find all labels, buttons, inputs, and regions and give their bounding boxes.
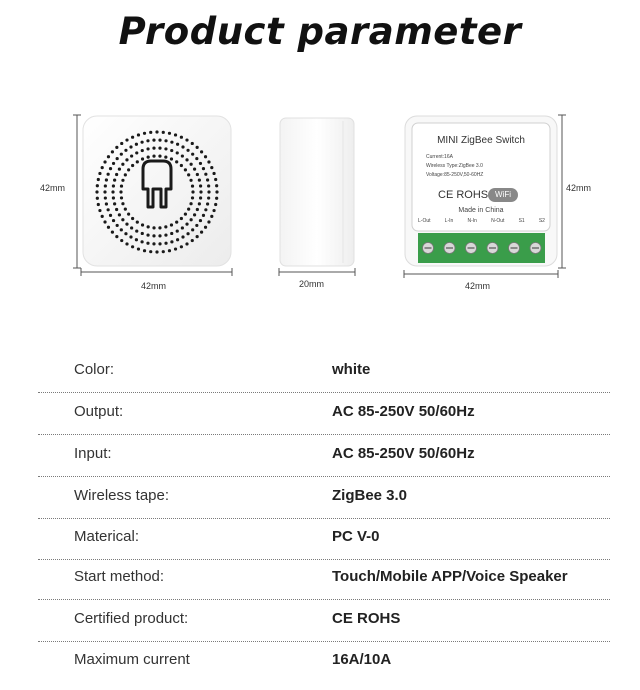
speaker-dot bbox=[176, 151, 179, 154]
speaker-dot bbox=[158, 138, 161, 141]
speaker-dot bbox=[113, 202, 116, 205]
speaker-dot bbox=[124, 173, 127, 176]
current-spec: Current:16A bbox=[426, 154, 453, 160]
spec-value: AC 85-250V 50/60Hz bbox=[332, 403, 475, 420]
spec-value: ZigBee 3.0 bbox=[332, 487, 408, 504]
spec-row-input bbox=[38, 434, 610, 477]
speaker-dot bbox=[164, 225, 167, 228]
terminal-labels bbox=[418, 218, 545, 224]
device-side-view bbox=[279, 117, 355, 267]
speaker-dot bbox=[141, 149, 144, 152]
speaker-dot bbox=[207, 196, 210, 199]
terminal-label: L-Out bbox=[418, 218, 431, 224]
speaker-dot bbox=[212, 172, 215, 175]
speaker-dot bbox=[215, 190, 218, 193]
speaker-dot bbox=[162, 131, 165, 134]
speaker-dot bbox=[155, 130, 158, 133]
speaker-dot bbox=[185, 158, 188, 161]
speaker-dot bbox=[152, 147, 155, 150]
spec-label: Wireless tape: bbox=[74, 487, 170, 504]
spec-value: Touch/Mobile APP/Voice Speaker bbox=[332, 568, 568, 585]
speaker-dot bbox=[174, 133, 177, 136]
speaker-dot bbox=[168, 249, 171, 252]
speaker-dot bbox=[170, 157, 173, 160]
front-height-label: 42mm bbox=[40, 183, 66, 193]
speaker-dot bbox=[189, 202, 192, 205]
speaker-dot bbox=[164, 242, 167, 245]
speaker-dot bbox=[146, 233, 149, 236]
speaker-dot bbox=[107, 208, 110, 211]
speaker-dot bbox=[115, 146, 118, 149]
speaker-dot bbox=[140, 141, 143, 144]
speaker-dot bbox=[120, 239, 123, 242]
speaker-dot bbox=[152, 138, 155, 141]
speaker-dot bbox=[118, 168, 121, 171]
speaker-dot bbox=[200, 150, 203, 153]
speaker-dot bbox=[204, 173, 207, 176]
speaker-dot bbox=[186, 149, 189, 152]
speaker-dot bbox=[146, 242, 149, 245]
speaker-dot bbox=[210, 166, 213, 169]
speaker-dot bbox=[158, 234, 161, 237]
speaker-dot bbox=[121, 179, 124, 182]
speaker-dot bbox=[111, 190, 114, 193]
speaker-dot bbox=[97, 178, 100, 181]
spec-value: white bbox=[332, 361, 371, 378]
device-front-view bbox=[82, 115, 232, 267]
speaker-dot bbox=[129, 145, 132, 148]
speaker-dot bbox=[112, 219, 115, 222]
speaker-dot bbox=[198, 179, 201, 182]
speaker-dot bbox=[116, 157, 119, 160]
speaker-dot bbox=[120, 153, 123, 156]
speaker-dot bbox=[191, 153, 194, 156]
speaker-dot bbox=[103, 160, 106, 163]
speaker-dot bbox=[206, 202, 209, 205]
spec-value: AC 85-250V 50/60Hz bbox=[332, 445, 475, 462]
spec-row-wireless bbox=[38, 476, 610, 519]
spec-value: PC V-0 bbox=[332, 528, 380, 545]
speaker-dot bbox=[191, 196, 194, 199]
speaker-dot bbox=[101, 166, 104, 169]
speaker-dot bbox=[180, 245, 183, 248]
speaker-dot bbox=[204, 226, 207, 229]
speaker-dot bbox=[95, 190, 98, 193]
spec-label: Maximum current bbox=[74, 651, 190, 668]
spec-label: Start method: bbox=[74, 568, 165, 585]
speaker-dot bbox=[111, 231, 114, 234]
speaker-dot bbox=[141, 232, 144, 235]
side-width-label: 20mm bbox=[299, 279, 325, 289]
speaker-dot bbox=[164, 147, 167, 150]
spec-label: Input: bbox=[74, 445, 112, 462]
speaker-dot bbox=[149, 131, 152, 134]
back-height-label: 42mm bbox=[566, 183, 592, 193]
speaker-dot bbox=[136, 221, 139, 224]
speaker-dot bbox=[137, 133, 140, 136]
speaker-dot bbox=[125, 158, 128, 161]
speaker-dot bbox=[149, 250, 152, 253]
speaker-dot bbox=[136, 160, 139, 163]
speaker-dot bbox=[190, 218, 193, 221]
speaker-dot bbox=[170, 232, 173, 235]
speaker-dot bbox=[127, 168, 130, 171]
speaker-dot bbox=[125, 138, 128, 141]
speaker-dot bbox=[196, 146, 199, 149]
speaker-dot bbox=[215, 184, 218, 187]
speaker-dot bbox=[131, 245, 134, 248]
speaker-dot bbox=[152, 234, 155, 237]
speaker-dot bbox=[158, 226, 161, 229]
cert-marks: CE ROHS bbox=[438, 189, 489, 201]
speaker-dot bbox=[191, 228, 194, 231]
speaker-dot bbox=[193, 213, 196, 216]
speaker-dot bbox=[121, 163, 124, 166]
speaker-dot bbox=[207, 184, 210, 187]
speaker-dot bbox=[112, 184, 115, 187]
speaker-dot bbox=[158, 147, 161, 150]
speaker-dot bbox=[187, 173, 190, 176]
speaker-dot bbox=[131, 217, 134, 220]
device-name: MINI ZigBee Switch bbox=[437, 135, 525, 146]
speaker-dot bbox=[96, 184, 99, 187]
speaker-dot bbox=[175, 160, 178, 163]
speaker-dot bbox=[170, 141, 173, 144]
speaker-dot bbox=[152, 242, 155, 245]
speaker-dot bbox=[120, 142, 123, 145]
spec-row-certified bbox=[38, 599, 610, 642]
speaker-dot bbox=[168, 132, 171, 135]
speaker-dot bbox=[199, 162, 202, 165]
spec-row-start-method bbox=[38, 557, 610, 600]
speaker-dot bbox=[191, 239, 194, 242]
speaker-dot bbox=[181, 235, 184, 238]
spec-label: Color: bbox=[74, 361, 115, 378]
origin-label: Made in China bbox=[458, 207, 504, 214]
speaker-dot bbox=[97, 203, 100, 206]
speaker-dot bbox=[200, 231, 203, 234]
speaker-dot bbox=[199, 190, 202, 193]
speaker-dot bbox=[124, 149, 127, 152]
speaker-dot bbox=[191, 190, 194, 193]
speaker-dot bbox=[184, 168, 187, 171]
speaker-dot bbox=[125, 223, 128, 226]
speaker-dot bbox=[124, 208, 127, 211]
speaker-dot bbox=[127, 213, 130, 216]
speaker-dot bbox=[143, 132, 146, 135]
page-title: Product parameter bbox=[118, 10, 522, 53]
speaker-dot bbox=[196, 173, 199, 176]
speaker-dot bbox=[109, 167, 112, 170]
speaker-dot bbox=[181, 226, 184, 229]
speaker-dot bbox=[174, 247, 177, 250]
speaker-dot bbox=[152, 155, 155, 158]
speaker-dot bbox=[184, 213, 187, 216]
speaker-dot bbox=[101, 215, 104, 218]
speaker-dot bbox=[170, 149, 173, 152]
speaker-dot bbox=[135, 143, 138, 146]
speaker-dot bbox=[207, 190, 210, 193]
speaker-dot bbox=[206, 178, 209, 181]
speaker-dot bbox=[164, 139, 167, 142]
speaker-dot bbox=[103, 220, 106, 223]
speaker-dot bbox=[121, 218, 124, 221]
speaker-dot bbox=[120, 184, 123, 187]
speaker-dot bbox=[105, 178, 108, 181]
speaker-dot bbox=[143, 249, 146, 252]
speaker-dot bbox=[147, 225, 150, 228]
speaker-dot bbox=[152, 226, 155, 229]
speaker-dot bbox=[164, 156, 167, 159]
front-width-label: 42mm bbox=[141, 281, 167, 291]
speaker-dot bbox=[170, 240, 173, 243]
spec-label: Output: bbox=[74, 403, 124, 420]
terminal-label: N-In bbox=[467, 218, 477, 224]
speaker-dot bbox=[135, 238, 138, 241]
speaker-dot bbox=[146, 139, 149, 142]
speaker-dot bbox=[199, 196, 202, 199]
speaker-dot bbox=[104, 184, 107, 187]
terminal-label: S2 bbox=[538, 218, 545, 224]
speaker-dot bbox=[195, 157, 198, 160]
speaker-dot bbox=[180, 136, 183, 139]
speaker-dot bbox=[107, 155, 110, 158]
speaker-dot bbox=[105, 202, 108, 205]
speaker-dot bbox=[118, 213, 121, 216]
speaker-dot bbox=[198, 202, 201, 205]
speaker-dot bbox=[112, 162, 115, 165]
speaker-dot bbox=[212, 209, 215, 212]
speaker-dot bbox=[141, 223, 144, 226]
speaker-dot bbox=[210, 215, 213, 218]
speaker-dot bbox=[180, 164, 183, 167]
terminal-label: S1 bbox=[518, 218, 525, 224]
speaker-dot bbox=[195, 224, 198, 227]
speaker-dot bbox=[120, 228, 123, 231]
speaker-dot bbox=[158, 155, 161, 158]
speaker-dot bbox=[193, 168, 196, 171]
speaker-dot bbox=[115, 208, 118, 211]
speaker-dot bbox=[204, 208, 207, 211]
speaker-dot bbox=[207, 220, 210, 223]
speaker-dot bbox=[214, 203, 217, 206]
speaker-dot bbox=[175, 221, 178, 224]
speaker-dot bbox=[190, 163, 193, 166]
speaker-dot bbox=[214, 178, 217, 181]
speaker-dot bbox=[181, 154, 184, 157]
speaker-dot bbox=[176, 238, 179, 241]
speaker-dot bbox=[96, 197, 99, 200]
speaker-dot bbox=[104, 196, 107, 199]
speaker-dot bbox=[112, 196, 115, 199]
speaker-dot bbox=[185, 223, 188, 226]
speaker-dot bbox=[121, 202, 124, 205]
speaker-dot bbox=[130, 154, 133, 157]
speaker-dot bbox=[135, 151, 138, 154]
speaker-dot bbox=[113, 179, 116, 182]
speaker-dot bbox=[141, 157, 144, 160]
speaker-dot bbox=[125, 242, 128, 245]
speaker-dot bbox=[135, 229, 138, 232]
speaker-dot bbox=[176, 143, 179, 146]
speaker-dot bbox=[185, 242, 188, 245]
speaker-dot bbox=[140, 240, 143, 243]
device-back-view bbox=[404, 115, 558, 267]
spec-row-output bbox=[38, 392, 610, 435]
speaker-dot bbox=[202, 167, 205, 170]
speaker-dot bbox=[115, 173, 118, 176]
speaker-dot bbox=[147, 156, 150, 159]
spec-row-color bbox=[38, 350, 610, 393]
speaker-dot bbox=[111, 150, 114, 153]
speaker-dot bbox=[107, 226, 110, 229]
speaker-dot bbox=[170, 223, 173, 226]
speaker-dot bbox=[215, 197, 218, 200]
spec-value: 16A/10A bbox=[332, 651, 392, 668]
speaker-dot bbox=[189, 179, 192, 182]
speaker-dot bbox=[199, 219, 202, 222]
spec-row-material bbox=[38, 517, 610, 560]
terminal-label: L-In bbox=[444, 218, 454, 224]
speaker-dot bbox=[187, 208, 190, 211]
speaker-dot bbox=[181, 145, 184, 148]
back-width-label: 42mm bbox=[465, 281, 491, 291]
spec-row-max-current bbox=[38, 640, 610, 682]
speaker-dot bbox=[129, 235, 132, 238]
speaker-dot bbox=[204, 155, 207, 158]
speaker-dot bbox=[103, 190, 106, 193]
speaker-dot bbox=[180, 217, 183, 220]
speaker-dot bbox=[196, 208, 199, 211]
speaker-dot bbox=[185, 138, 188, 141]
terminal-block bbox=[418, 233, 545, 263]
spec-label: Materical: bbox=[74, 528, 140, 545]
speaker-dot bbox=[202, 214, 205, 217]
speaker-dot bbox=[131, 164, 134, 167]
speaker-dot bbox=[98, 209, 101, 212]
speaker-dot bbox=[130, 226, 133, 229]
speaker-dot bbox=[191, 184, 194, 187]
speaker-dot bbox=[120, 196, 123, 199]
voltage-spec: Voltage:85-250V,50-60HZ bbox=[426, 172, 484, 178]
wifi-icon: WiFi bbox=[488, 188, 518, 202]
spec-value: CE ROHS bbox=[332, 610, 401, 627]
speaker-dot bbox=[131, 136, 134, 139]
speaker-dot bbox=[146, 147, 149, 150]
speaker-dot bbox=[164, 233, 167, 236]
speaker-dot bbox=[124, 232, 127, 235]
speaker-dot bbox=[119, 190, 122, 193]
speaker-dot bbox=[98, 172, 101, 175]
spec-label: Certified product: bbox=[74, 610, 189, 627]
speaker-dot bbox=[155, 250, 158, 253]
speaker-dot bbox=[196, 235, 199, 238]
speaker-dot bbox=[109, 214, 112, 217]
speaker-dot bbox=[199, 184, 202, 187]
speaker-dot bbox=[137, 247, 140, 250]
speaker-dot bbox=[115, 235, 118, 238]
speaker-dot bbox=[191, 142, 194, 145]
wireless-spec: Wireless Type:ZigBee 3.0 bbox=[426, 163, 483, 169]
speaker-dot bbox=[158, 242, 161, 245]
speaker-dot bbox=[107, 173, 110, 176]
speaker-dot bbox=[116, 224, 119, 227]
speaker-dot bbox=[162, 250, 165, 253]
speaker-dot bbox=[176, 229, 179, 232]
terminal-label: N-Out bbox=[491, 218, 505, 224]
speaker-dot bbox=[207, 160, 210, 163]
speaker-dot bbox=[186, 232, 189, 235]
